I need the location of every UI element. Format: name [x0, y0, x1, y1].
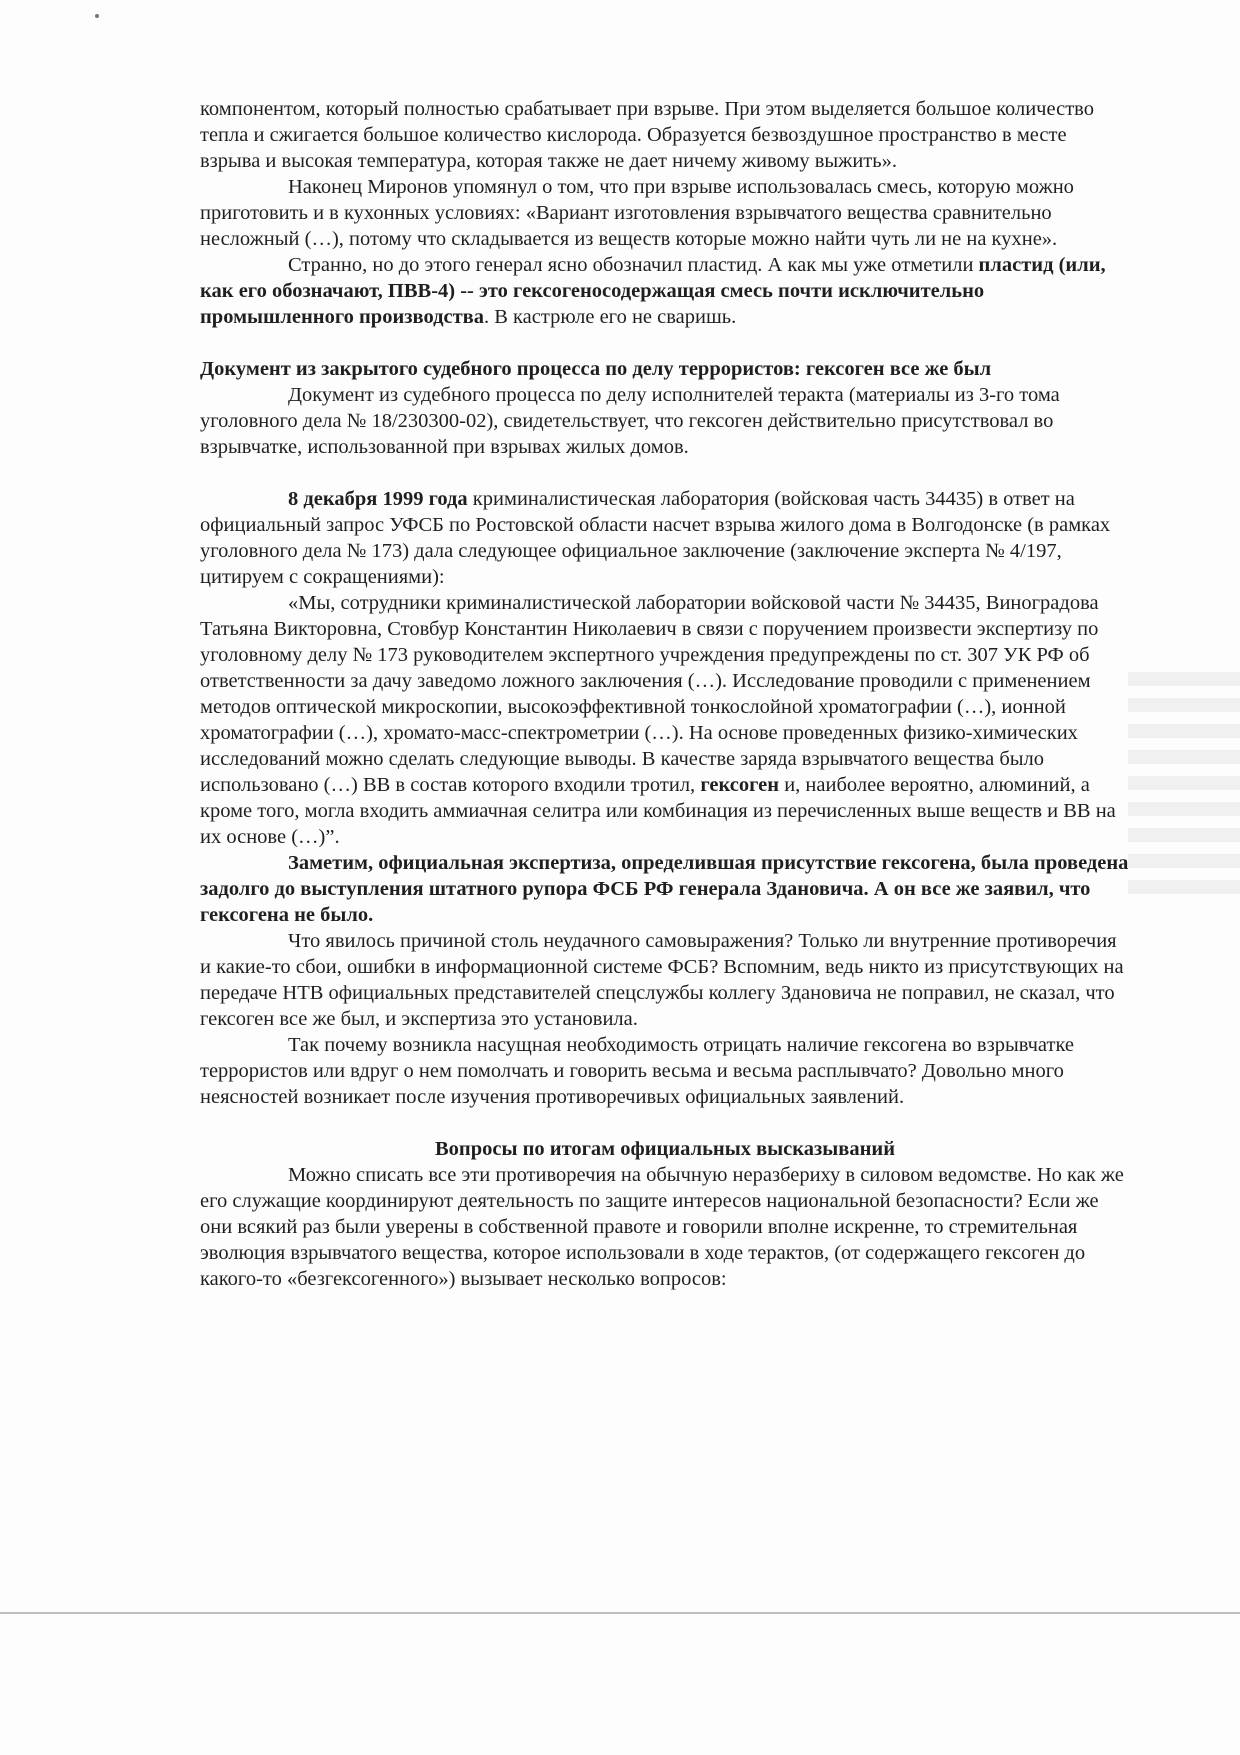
paragraph-3-text: Странно, но до этого генерал ясно обозначил пластид. А как мы уже отметили	[288, 254, 979, 276]
paragraph-10: Можно списать все эти противоречия на обычную неразбериху в силовом ведомстве. Но как же его служащие координируют деятельность по защите интересов национальной безопасности? Если же они всякий раз были уверены в собственной правоте и говорили вполне искренне, то стремительная эволюция взрывчатого вещества, которое использовали в ходе терактов, (от содержащего гексоген до какого-то «безгексогенного») вызывает несколько вопросов:	[200, 1164, 1124, 1290]
paragraph-2: Наконец Миронов упомянул о том, что при взрыве использовалась смесь, которую можно приготовить и в кухонных условиях: «Вариант изготовления взрывчатого вещества сравнительно несложный (…), потому что складывается из веществ которые можно найти чуть ли не на кухне».	[200, 176, 1074, 250]
paragraph-6-text: «Мы, сотрудники криминалистической лаборатории войсковой части № 34435, Виноградова Татьяна Викторовна, Стовбур Константин Николаевич в связи с поручением произвести экспертизу по уголовному делу № 173 руководителем экспертного учреждения предупреждены по ст. 307 УК РФ об ответственности за дачу заведомо ложного заключения (…). Исследование проводили с применением методов оптической микроскопии, высокоэффективной тонкослойной хроматографии (…), ионной хроматографии (…), хромато-масс-спектрометрии (…). На основе проведенных физико-химических исследований можно сделать следующие выводы. В качестве заряда взрывчатого вещества было использовано (…) ВВ в состав которого входили тротил,	[200, 592, 1099, 796]
spacer	[200, 460, 1130, 486]
scan-bottom-edge	[0, 1612, 1240, 1614]
scan-speck	[95, 14, 99, 18]
paragraph-6-quote	[200, 590, 1130, 850]
paragraph-3	[200, 252, 1130, 330]
paragraph-8: Что явилось причиной столь неудачного самовыражения? Только ли внутренние противоречия и какие-то сбои, ошибки в информационной системе ФСБ? Вспомним, ведь никто из присутствующих на передаче НТВ официальных представителей спецслужбы коллегу Здановича не поправил, не сказал, что гексоген все же был, и экспертиза это установила.	[200, 930, 1124, 1030]
paragraph-5-text: криминалистическая лаборатория (войсковая часть 34435) в ответ на официальный запрос УФСБ по Ростовской области насчет взрыва жилого дома в Волгодонске (в рамках уголовного дела № 173) дала следующее официальное заключение (заключение эксперта № 4/197, цитируем с сокращениями):	[200, 488, 1111, 588]
paragraph-7-emphasis: Заметим, официальная экспертиза, определившая присутствие гексогена, была проведена задолго до выступления штатного рупора ФСБ РФ генерала Здановича. А он все же заявил, что гексогена не было.	[200, 852, 1129, 926]
section-heading-2: Вопросы по итогам официальных высказываний	[434, 1138, 896, 1160]
paragraph-5-date: 8 декабря 1999 года	[288, 488, 468, 510]
spacer	[200, 1110, 1130, 1136]
bleed-through-text	[1128, 660, 1240, 900]
paragraph-3-bold: пластид (или, как его обозначают, ПВВ-4) -- это гексогеносодержащая смесь почти исключительно промышленного производства	[200, 254, 1106, 328]
paragraph-3-tail: . В кастрюле его не сваришь.	[483, 306, 737, 328]
spacer	[200, 330, 1130, 356]
paragraph-5	[200, 486, 1130, 590]
paragraph-1: компонентом, который полностью срабатывает при взрыве. При этом выделяется большое количество тепла и сжигается большое количество кислорода. Образуется безвоздушное пространство в месте взрыва и высокая температура, которая также не дает ничему живому выжить».	[200, 98, 1094, 172]
paragraph-9: Так почему возникла насущная необходимость отрицать наличие гексогена во взрывчатке террористов или вдруг о нем помолчать и говорить весьма и весьма расплывчато? Довольно много неясностей возникает после изучения противоречивых официальных заявлений.	[200, 1034, 1075, 1108]
section-heading-1: Документ из закрытого судебного процесса по делу террористов: гексоген все же был	[200, 358, 992, 380]
paragraph-4: Документ из судебного процесса по делу исполнителей теракта (материалы из 3-го тома уголовного дела № 18/230300-02), свидетельствует, что гексоген действительно присутствовал во взрывчатке, использованной при взрывах жилых домов.	[200, 384, 1060, 458]
paragraph-6-tail: и, наиболее вероятно, алюминий, а кроме того, могла входить аммиачная селитра или комбинация из перечисленных выше веществ и ВВ на их основе (…)”.	[200, 774, 1116, 848]
document-body	[200, 96, 1130, 1292]
paragraph-6-bold: гексоген	[700, 774, 780, 796]
